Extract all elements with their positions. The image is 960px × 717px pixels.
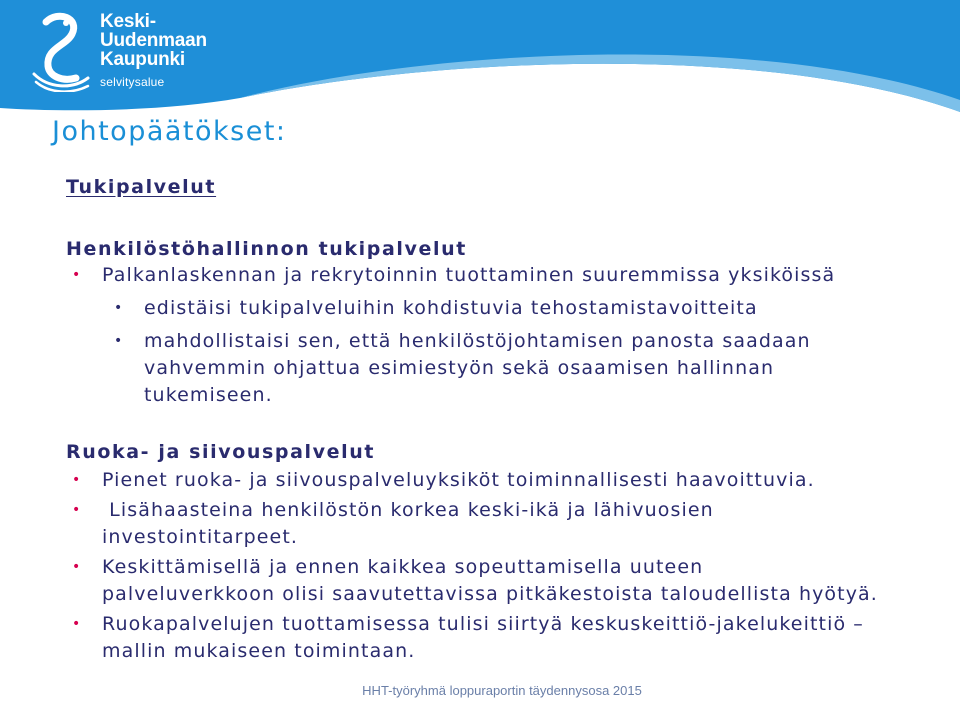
- bullet-icon: •: [72, 267, 82, 283]
- slide-title: Johtopäätökset:: [52, 116, 287, 147]
- logo-line-2: Uudenmaan: [100, 30, 207, 51]
- slide-content: [66, 176, 946, 665]
- logo-line-1: Keski-: [100, 11, 156, 32]
- list-item-text: edistäisi tukipalveluihin kohdistuvia tehostamistavoitteita: [144, 297, 758, 319]
- logo-wordmark: [100, 12, 207, 69]
- list-item-text-line: Ruokapalvelujen tuottamisessa tulisi siirtyä keskuskeittiö-jakelukeittiö –: [102, 613, 864, 635]
- bullet-icon: •: [72, 559, 82, 575]
- list-item: [72, 467, 946, 494]
- footer: [0, 683, 960, 698]
- bullet-icon: •: [72, 502, 82, 518]
- footer-text: HHT-työryhmä loppuraportin täydennysosa 2015: [362, 683, 642, 698]
- sub-bullet-icon: •: [114, 300, 124, 316]
- list-item-text-line: mahdollistaisi sen, että henkilöstöjohtamisen panosta saadaan: [144, 330, 811, 352]
- list-item-text: Pienet ruoka- ja siivouspalveluyksiköt toiminnallisesti haavoittuvia.: [102, 469, 815, 491]
- list-item: [72, 554, 946, 608]
- list-item-text-line: palveluverkkoon olisi saavutettavissa pitkäkestoista taloudellista hyötyä.: [102, 583, 878, 605]
- section-heading-tukipalvelut: Tukipalvelut: [66, 176, 217, 198]
- list-item-text-line: tukemiseen.: [144, 384, 273, 406]
- sub-list-item: [114, 295, 946, 322]
- list-item-text-line: vahvemmin ohjattua esimiestyön sekä osaamisen hallinnan: [144, 357, 775, 379]
- sub-bullet-icon: •: [114, 333, 124, 349]
- sub-list-item: [114, 328, 946, 409]
- list-item: [72, 497, 946, 551]
- section-heading-henkilostohallinto: Henkilöstöhallinnon tukipalvelut: [66, 238, 467, 260]
- logo-line-3: Kaupunki: [100, 49, 185, 70]
- bullet-icon: •: [72, 616, 82, 632]
- bullet-icon: •: [72, 472, 82, 488]
- swan-logo-icon: [32, 8, 92, 92]
- list-item-text: Palkanlaskennan ja rekrytoinnin tuottaminen suuremmissa yksiköissä: [102, 264, 836, 286]
- logo: [32, 8, 207, 92]
- section-heading-ruoka-siivous: Ruoka- ja siivouspalvelut: [66, 441, 376, 463]
- list-item-text-line: Lisähaasteina henkilöstön korkea keski-ikä ja lähivuosien: [102, 499, 714, 521]
- logo-subtitle: selvitysalue: [100, 75, 165, 89]
- list-item: [72, 262, 946, 289]
- list-item-text-line: mallin mukaiseen toimintaan.: [102, 640, 416, 662]
- list-item-text-line: Keskittämisellä ja ennen kaikkea sopeuttamisella uuteen: [102, 556, 704, 578]
- list-item-text-line: investointitarpeet.: [102, 526, 299, 548]
- list-item: [72, 611, 946, 665]
